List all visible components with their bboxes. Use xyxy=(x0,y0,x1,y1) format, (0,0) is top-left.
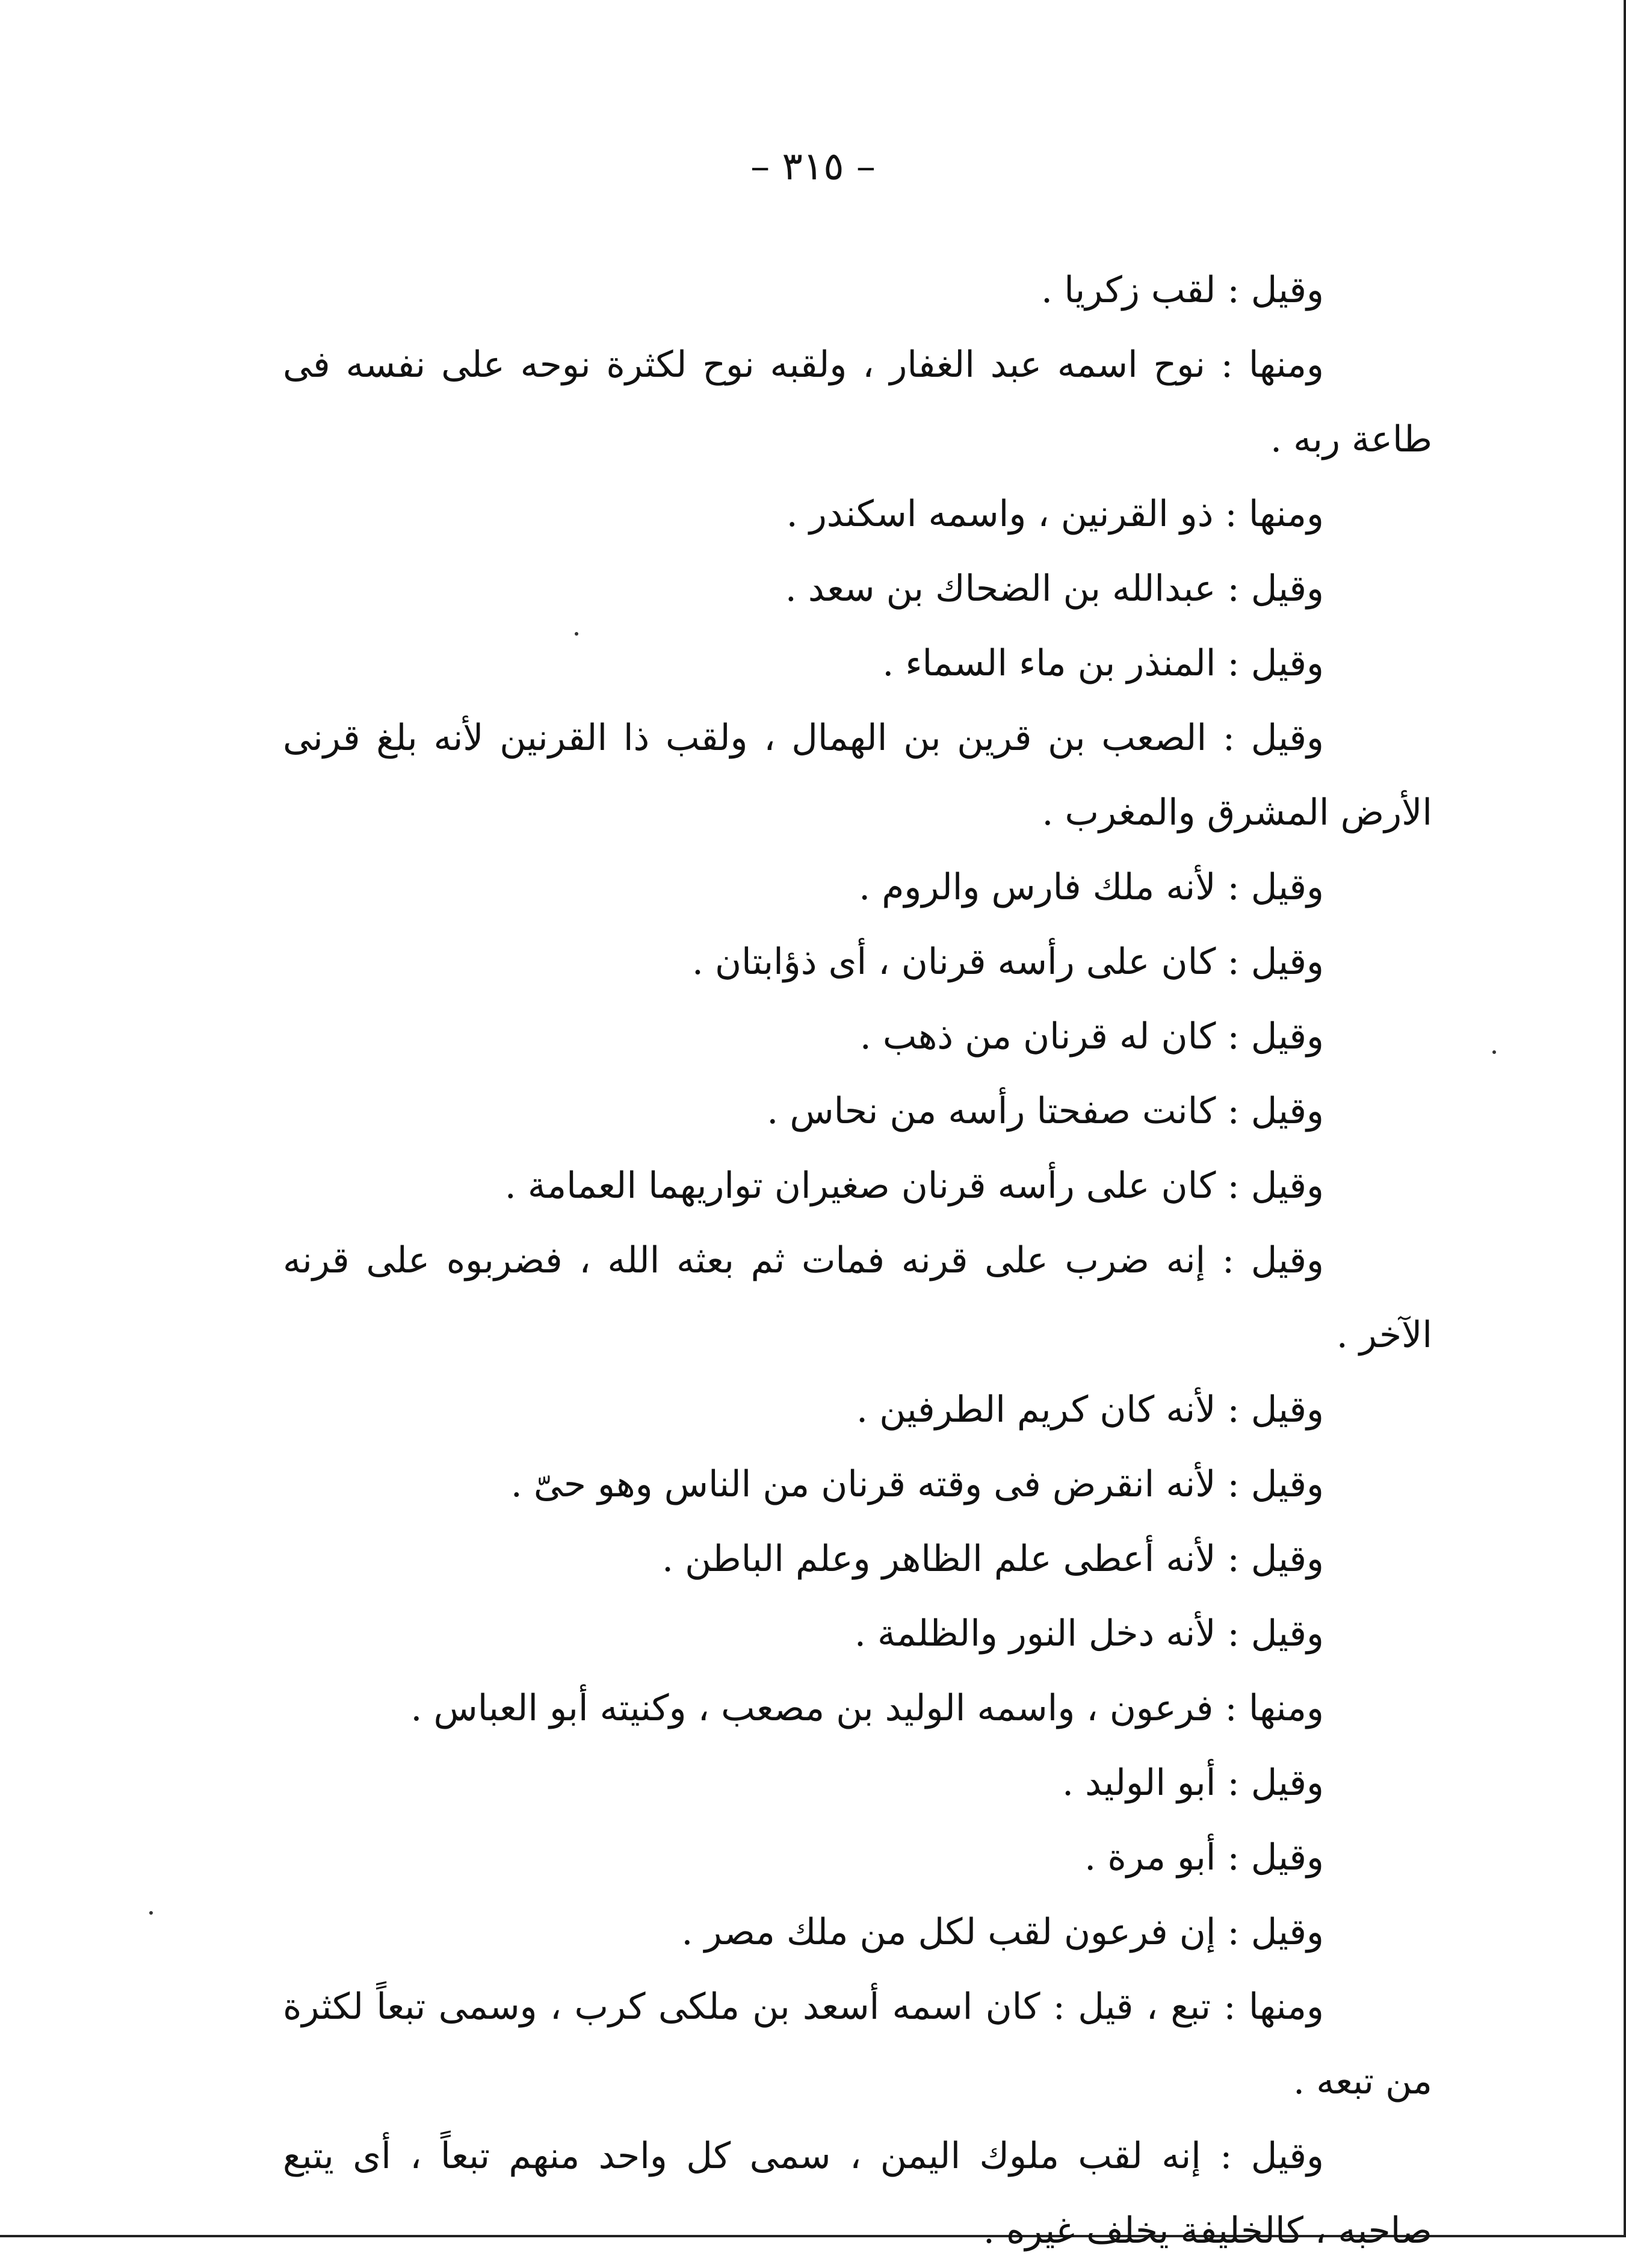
paragraph: وقيل : إنه ضرب على قرنه فمات ثم بعثه الله ، فضربوه على قرنه الآخر . xyxy=(283,1239,1432,1356)
paragraph: وقيل : كان على رأسه قرنان صغيران تواريهما العمامة . xyxy=(504,1165,1324,1207)
paragraph: وقيل : أبو الوليد . xyxy=(1062,1762,1324,1804)
paragraph: وقيل : الصعب بن قرين بن الهمال ، ولقب ذا القرنين لأنه بلغ قرنى الأرض المشرق والمغرب . xyxy=(283,717,1432,834)
paragraph: ومنها : نوح اسمه عبد الغفار ، ولقبه نوح لكثرة نوحه على نفسه فى طاعة ربه . xyxy=(283,344,1432,460)
paragraph: وقيل : إنه لقب ملوك اليمن ، سمى كل واحد منهم تبعاً ، أى يتبع صاحبه ، كالخليفة يخلف غيره . xyxy=(283,2135,1432,2252)
scan-speck xyxy=(1492,1050,1496,1054)
paragraph: وقيل : لأنه انقرض فى وقته قرنان من الناس وهو حىّ . xyxy=(510,1463,1324,1505)
scan-speck xyxy=(575,632,578,636)
paragraph: وقيل : لأنه دخل النور والظلمة . xyxy=(854,1613,1324,1655)
scan-speck xyxy=(149,1911,153,1915)
paragraph: وقيل : كان له قرنان من ذهب . xyxy=(859,1015,1324,1058)
paragraph: وقيل : لأنه أعطى علم الظاهر وعلم الباطن . xyxy=(662,1538,1324,1580)
paragraph: ومنها : فرعون ، واسمه الوليد بن مصعب ، وكنيته أبو العباس . xyxy=(410,1687,1324,1729)
paragraph: ومنها : تبع ، قيل : كان اسمه أسعد بن ملكى كرب ، وسمى تبعاً لكثرة من تبعه . xyxy=(283,1986,1432,2102)
paragraph: وقيل : المنذر بن ماء السماء . xyxy=(882,642,1324,684)
paragraph: ومنها : ذو القرنين ، واسمه اسكندر . xyxy=(786,493,1324,535)
paragraph: وقيل : لقب زكريا . xyxy=(1041,269,1324,311)
paragraph: وقيل : لأنه كان كريم الطرفين . xyxy=(856,1389,1324,1431)
paragraph: وقيل : عبدالله بن الضحاك بن سعد . xyxy=(785,568,1324,610)
paragraph: وقيل : لأنه ملك فارس والروم . xyxy=(859,866,1324,908)
page-body xyxy=(283,253,1432,2268)
page-number: – ٣١٥ – xyxy=(750,144,876,189)
paragraph: وقيل : أبو مرة . xyxy=(1084,1836,1324,1879)
paragraph: وقيل : إن فرعون لقب لكل من ملك مصر . xyxy=(681,1911,1324,1953)
paragraph: وقيل : كانت صفحتا رأسه من نحاس . xyxy=(767,1090,1324,1132)
paragraph: وقيل : كان على رأسه قرنان ، أى ذؤابتان . xyxy=(691,941,1324,983)
